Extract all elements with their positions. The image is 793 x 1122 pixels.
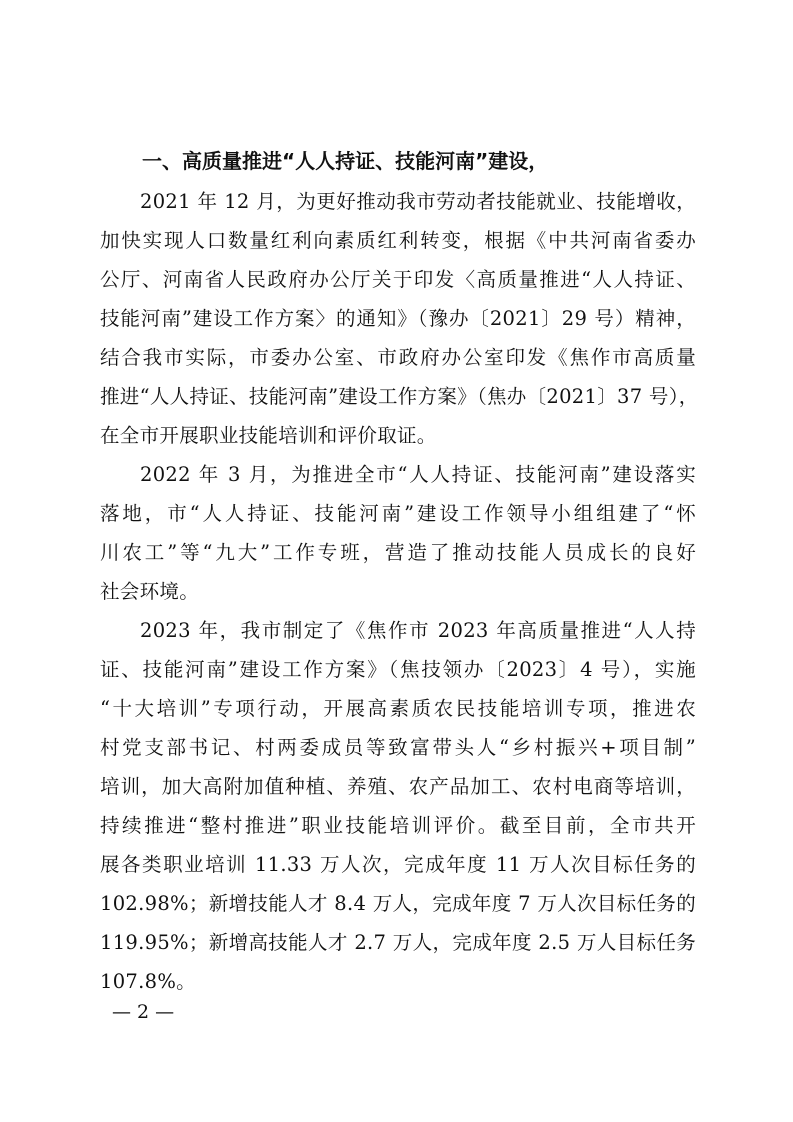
- paragraph-line: 2023 年，我市制定了《焦作市 2023 年高质量推进“人人持: [140, 619, 696, 642]
- paragraph-3: [100, 611, 696, 1001]
- page-number: — 2 —: [112, 1001, 175, 1023]
- paragraph-line: 展各类职业培训 11.33 万人次，完成年度 11 万人次目标任务的: [100, 853, 696, 876]
- paragraph-line: 技能河南”建设工作方案〉的通知》（豫办〔2021〕29 号）精神，: [100, 307, 696, 330]
- section-heading: 一、高质量推进“人人持证、技能河南”建设，: [142, 149, 549, 173]
- paragraph-line: 落地，市“人人持证、技能河南”建设工作领导小组组建了“怀: [100, 502, 696, 525]
- paragraph-line: 村党支部书记、村两委成员等致富带头人“乡村振兴+项目制”: [100, 736, 696, 759]
- paragraph-line: 结合我市实际，市委办公室、市政府办公室印发《焦作市高质量: [100, 346, 696, 369]
- paragraph-line: 107.8%。: [100, 970, 196, 993]
- paragraph-line: 在全市开展职业技能培训和评价取证。: [100, 424, 437, 447]
- paragraph-line: 加快实现人口数量红利向素质红利转变，根据《中共河南省委办: [100, 229, 696, 252]
- paragraph-line: 102.98%；新增技能人才 8.4 万人，完成年度 7 万人次目标任务的: [100, 892, 696, 915]
- paragraph-line: 社会环境。: [100, 580, 200, 603]
- paragraph-line: 培训，加大高附加值种植、养殖、农产品加工、农村电商等培训，: [100, 775, 696, 798]
- paragraph-line: 119.95%；新增高技能人才 2.7 万人，完成年度 2.5 万人目标任务: [100, 931, 696, 954]
- paragraph-line: 证、技能河南”建设工作方案》（焦技领办〔2023〕4 号），实施: [100, 658, 696, 681]
- paragraph-line: 持续推进“整村推进”职业技能培训评价。截至目前，全市共开: [100, 814, 696, 837]
- paragraph-1: [100, 182, 699, 455]
- paragraph-line: 推进“人人持证、技能河南”建设工作方案》（焦办〔2021〕37 号），: [100, 385, 699, 408]
- paragraph-line: 2021 年 12 月，为更好推动我市劳动者技能就业、技能增收，: [140, 190, 696, 213]
- document-body: [100, 140, 699, 1001]
- paragraph-line: 公厅、河南省人民政府办公厅关于印发〈高质量推进“人人持证、: [100, 268, 696, 291]
- paragraph-line: “十大培训”专项行动，开展高素质农民技能培训专项，推进农: [100, 697, 696, 720]
- paragraph-line: 川农工”等“九大”工作专班，营造了推动技能人员成长的良好: [100, 541, 696, 564]
- paragraph-line: 2022 年 3 月，为推进全市“人人持证、技能河南”建设落实: [140, 463, 696, 486]
- paragraph-2: [100, 455, 696, 611]
